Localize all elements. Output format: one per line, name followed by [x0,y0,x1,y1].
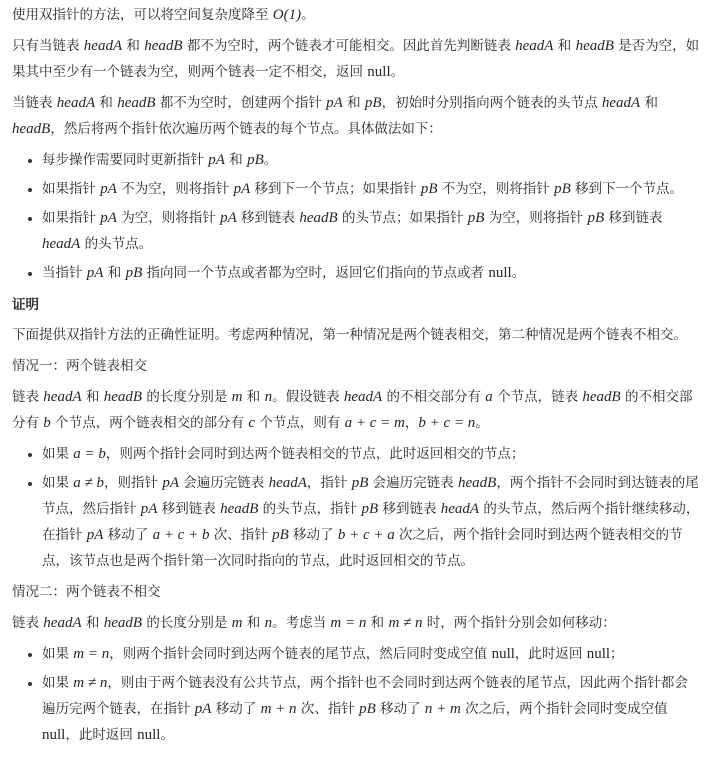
math-token: pA [162,475,179,491]
math-token: headB [144,38,183,54]
math-token: pA [326,95,343,111]
math-token: b + c + a [337,527,395,543]
math-token: m ≠ n [73,675,108,691]
math-token: headB [220,501,259,517]
proof-intro: 下面提供双指针方法的正确性证明。考虑两种情况，第一种情况是两个链表相交，第二种情况是两个链表不相交。 [12,327,687,343]
list-item: • 如果指针 pA 不为空，则将指针 pA 移到下一个节点；如果指针 pB 不为空，则将指针 pB 移到下一个节点。 [42,176,701,202]
math-token: n + m [424,701,461,717]
math-token: m = n [330,615,367,631]
math-token: headA [601,95,641,111]
math-token: headB [582,389,621,405]
math-token: pB [554,181,571,197]
math-token: c [248,415,256,431]
math-token: pA [140,501,158,517]
math-token: null [367,64,391,80]
list-item: • 如果 a ≠ b，则指针 pA 会遍历完链表 headA，指针 pB 会遍历完链表 headB，两个指针不会同时到达链表的尾节点，然后指针 pA 移到链表 headB 的头节点，指针 pB 移到链表 headA 的头节点，然后两个指针继续移动，在指针 pA 移动了 a + c + b 次、指针 pB 移动了 b + c + a 次之后，两个指针会同时到达两个链表相交的节点，该节点也是两个指针第一次同时指向的节点，此时返回相交的节点。 [42,470,701,574]
list-item: • 当指针 pA 和 pB 指向同一个节点或者都为空时，返回它们指向的节点或者 null。 [42,260,701,286]
math-token: headA [83,38,123,54]
math-token: m [231,615,243,631]
case2-list [12,641,701,748]
math-token: null [488,265,512,281]
math-token: headA [42,236,81,252]
math-token: m = n [73,646,110,662]
math-token: headB [575,38,614,54]
case1-description: 链表 headA 和 headB 的长度分别是 m 和 n。假设链表 headA 的不相交部分有 a 个节点，链表 headB 的不相交部分有 b 个节点，两个链表相交的部分有 c 个节点，则有 a + c = m，b + c = n。 [12,389,693,431]
math-token: n [264,389,273,405]
math-token: headB [103,389,143,405]
pointer-setup-paragraph: 当链表 headA 和 headB 都不为空时，创建两个指针 pA 和 pB，初始时分别指向两个链表的头节点 headA 和 headB，然后将两个指针依次遍历两个链表的每个节点。具体做法如下： [12,95,658,137]
math-token: pB [125,265,143,281]
math-token: a = b [73,446,106,462]
math-token: a ≠ b [73,475,105,491]
math-token: null [137,727,161,743]
math-token: pA [86,265,104,281]
math-token: pA [194,701,212,717]
math-token: pA [208,152,225,168]
math-token: null [491,646,515,662]
math-token: a + c + b [152,527,210,543]
math-token: m [231,389,243,405]
proof-heading: 证明 [12,297,39,313]
math-token: null [42,727,66,743]
math-token: m + n [260,701,297,717]
math-token: pB [247,152,264,168]
math-token: n [264,615,273,631]
math-token: a [485,389,493,405]
math-token: pB [364,95,382,111]
math-token: headA [343,389,383,405]
math-token: headB [299,210,338,226]
math-token: headA [268,475,307,491]
list-item: • 如果指针 pA 为空，则将指针 pA 移到链表 headB 的头节点；如果指针 pB 为空，则将指针 pB 移到链表 headA 的头节点。 [42,205,701,257]
math-token: headA [43,615,82,631]
list-item: • 如果 a = b，则两个指针会同时到达两个链表相交的节点，此时返回相交的节点； [42,441,701,467]
list-item: • 如果 m = n，则两个指针会同时到达两个链表的尾节点，然后同时变成空值 null，此时返回 null； [42,641,701,667]
math-token: pA [86,527,104,543]
math-token: pA [220,210,237,226]
math-token: null [586,646,611,662]
case1-list [12,441,701,574]
math-token: pB [467,210,485,226]
math-token: b [43,415,51,431]
case2-title: 情况二：两个链表不相交 [12,584,161,600]
math-token: m ≠ n [388,615,423,631]
math-token: headB [103,615,143,631]
math-token: headA [440,501,480,517]
case2-description: 链表 headA 和 headB 的长度分别是 m 和 n。考虑当 m = n 和 m ≠ n 时，两个指针分别会如何移动： [12,615,616,631]
math-token: pB [272,527,289,543]
math-token: pA [100,181,117,197]
math-token: headB [12,121,51,137]
math-token: headA [515,38,554,54]
math-token: pA [233,181,251,197]
steps-list [12,147,701,286]
math-token: pB [361,501,379,517]
math-token: pB [587,210,605,226]
list-item: • 如果 m ≠ n，则由于两个链表没有公共节点，两个指针也不会同时到达两个链表的尾节点，因此两个指针都会遍历完两个链表，在指针 pA 移动了 m + n 次、指针 pB 移动了 n + m 次之后，两个指针会同时变成空值 null，此时返回 null。 [42,670,701,748]
math-token: headB [117,95,156,111]
math-token: headA [56,95,96,111]
list-item: • 每步操作需要同时更新指针 pA 和 pB。 [42,147,701,173]
null-check-paragraph: 只有当链表 headA 和 headB 都不为空时，两个链表才可能相交。因此首先判断链表 headA 和 headB 是否为空，如果其中至少有一个链表为空，则两个链表一定不相交，返回 null。 [12,38,700,80]
math-token: pB [359,701,376,717]
math-token: a + c = m [344,415,405,431]
math-token: pB [420,181,438,197]
case1-title: 情况一：两个链表相交 [12,358,147,374]
math-token: pB [351,475,369,491]
intro-paragraph: 使用双指针的方法，可以将空间复杂度降至 O(1)。 [12,7,315,23]
math-token: O(1) [272,7,302,23]
math-token: b + c = n [418,415,476,431]
math-token: headA [43,389,82,405]
math-token: pA [100,210,117,226]
math-token: headB [457,475,497,491]
